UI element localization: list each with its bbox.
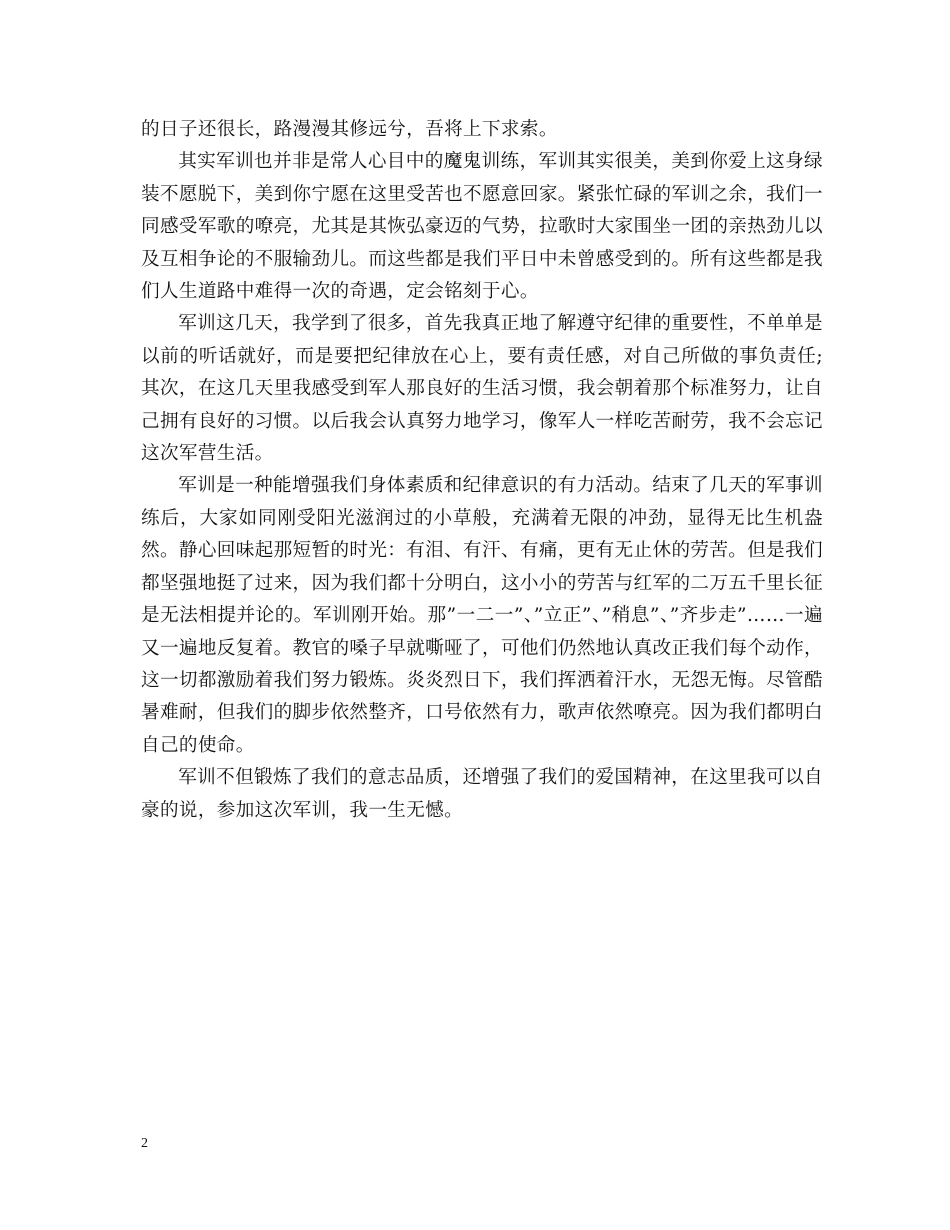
paragraph-continuation: 的日子还很长，路漫漫其修远兮，吾将上下求索。 (141, 119, 558, 140)
paragraph: 军训这几天，我学到了很多，首先我真正地了解遵守纪律的重要性，不单单是以前的听话就好，而是要把纪律放在心上，要有责任感，对自己所做的事负责任;其次，在这几天里我感受到军人那良好的生活习惯，我会朝着那个标准努力，让自己拥有良好的习惯。以后我会认真努力地学习，像军人一样吃苦耐劳，我不会忘记这次军营生活。 (141, 313, 823, 465)
paragraph: 军训不但锻炼了我们的意志品质，还增强了我们的爱国精神，在这里我可以自豪的说，参加这次军训，我一生无憾。 (141, 767, 823, 821)
paragraph: 军训是一种能增强我们身体素质和纪律意识的有力活动。结束了几天的军事训练后，大家如同刚受阳光滋润过的小草般，充满着无限的冲劲，显得无比生机盎然。静心回味起那短暂的时光：有泪、有汗、有痛，更有无止休的劳苦。但是我们都坚强地挺了过来，因为我们都十分明白，这小小的劳苦与红军的二万五千里长征是无法相提并论的。军训刚开始。那”一二一”、”立正”、”稍息”、”齐步走”……一遍又一遍地反复着。教官的嗓子早就嘶哑了，可他们仍然地认真改正我们每个动作，这一切都激励着我们努力锻炼。炎炎烈日下，我们挥洒着汗水，无怨无悔。尽管酷暑难耐，但我们的脚步依然整齐，口号依然有力，歌声依然嘹亮。因为我们都明白自己的使命。 (141, 475, 823, 756)
page-number: 2 (141, 1136, 148, 1151)
paragraph: 其实军训也并非是常人心目中的魔鬼训练，军训其实很美，美到你爱上这身绿装不愿脱下，美到你宁愿在这里受苦也不愿意回家。紧张忙碌的军训之余，我们一同感受军歌的嘹亮，尤其是其恢弘豪迈的气势，拉歌时大家围坐一团的亲热劲儿以及互相争论的不服输劲儿。而这些都是我们平日中未曾感受到的。所有这些都是我们人生道路中难得一次的奇遇，定会铭刻于心。 (141, 151, 823, 303)
document-body (141, 114, 823, 827)
